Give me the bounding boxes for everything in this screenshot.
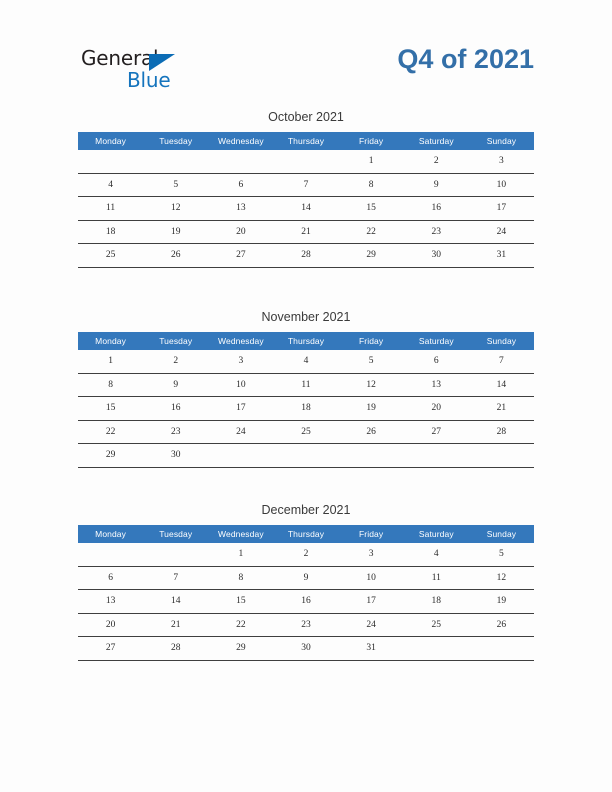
- day-cell-empty: [143, 543, 208, 566]
- day-cell[interactable]: 18: [404, 590, 469, 614]
- day-cell[interactable]: 30: [273, 637, 338, 661]
- day-cell[interactable]: 27: [404, 420, 469, 444]
- day-cell[interactable]: 26: [339, 420, 404, 444]
- weekday-header-friday: Friday: [339, 132, 404, 150]
- day-cell[interactable]: 31: [339, 637, 404, 661]
- calendar-body: [78, 350, 534, 467]
- weekday-header-sunday: Sunday: [469, 332, 534, 350]
- day-cell[interactable]: 22: [78, 420, 143, 444]
- weekday-header-tuesday: Tuesday: [143, 525, 208, 543]
- day-cell[interactable]: 14: [469, 373, 534, 397]
- calendar-week-row: [78, 566, 534, 590]
- day-cell[interactable]: 18: [78, 220, 143, 244]
- day-cell[interactable]: 6: [208, 173, 273, 197]
- general-blue-logo: [81, 46, 281, 96]
- day-cell[interactable]: 14: [143, 590, 208, 614]
- day-cell[interactable]: 12: [339, 373, 404, 397]
- month-block-november: [78, 310, 534, 468]
- weekday-header-monday: Monday: [78, 132, 143, 150]
- month-block-december: [78, 503, 534, 661]
- day-cell[interactable]: 26: [143, 244, 208, 268]
- day-cell[interactable]: 23: [143, 420, 208, 444]
- logo-text-general: General: [81, 46, 159, 70]
- weekday-header-wednesday: Wednesday: [208, 332, 273, 350]
- day-cell[interactable]: 1: [78, 350, 143, 373]
- day-cell[interactable]: 13: [208, 197, 273, 221]
- weekday-header-row: [78, 525, 534, 543]
- weekday-header-thursday: Thursday: [273, 132, 338, 150]
- day-cell[interactable]: 3: [469, 150, 534, 173]
- day-cell[interactable]: 10: [469, 173, 534, 197]
- day-cell[interactable]: 8: [339, 173, 404, 197]
- day-cell-empty: [273, 150, 338, 173]
- calendar-week-row: [78, 444, 534, 468]
- month-title: November 2021: [261, 310, 351, 324]
- day-cell[interactable]: 25: [273, 420, 338, 444]
- day-cell[interactable]: 17: [208, 397, 273, 421]
- day-cell[interactable]: 10: [208, 373, 273, 397]
- calendar-header-row: [78, 332, 534, 350]
- day-cell[interactable]: 21: [143, 613, 208, 637]
- calendar-week-row: [78, 220, 534, 244]
- calendar-week-row: [78, 613, 534, 637]
- weekday-header-tuesday: Tuesday: [143, 132, 208, 150]
- day-cell-empty: [143, 150, 208, 173]
- weekday-header-saturday: Saturday: [404, 132, 469, 150]
- day-cell-empty: [78, 543, 143, 566]
- day-cell[interactable]: 5: [339, 350, 404, 373]
- day-cell[interactable]: 15: [78, 397, 143, 421]
- day-cell[interactable]: 24: [208, 420, 273, 444]
- day-cell[interactable]: 25: [78, 244, 143, 268]
- day-cell[interactable]: 5: [143, 173, 208, 197]
- day-cell[interactable]: 9: [404, 173, 469, 197]
- weekday-header-row: [78, 132, 534, 150]
- calendar-week-row: [78, 150, 534, 173]
- weekday-header-friday: Friday: [339, 525, 404, 543]
- day-cell[interactable]: 12: [143, 197, 208, 221]
- day-cell[interactable]: 28: [143, 637, 208, 661]
- calendar-week-row: [78, 637, 534, 661]
- day-cell[interactable]: 14: [273, 197, 338, 221]
- day-cell[interactable]: 19: [143, 220, 208, 244]
- weekday-header-tuesday: Tuesday: [143, 332, 208, 350]
- day-cell[interactable]: 20: [78, 613, 143, 637]
- day-cell-empty: [469, 444, 534, 468]
- month-block-october: [78, 110, 534, 268]
- day-cell[interactable]: 1: [208, 543, 273, 566]
- day-cell[interactable]: 7: [273, 173, 338, 197]
- day-cell-empty: [404, 444, 469, 468]
- day-cell[interactable]: 16: [273, 590, 338, 614]
- day-cell[interactable]: 7: [469, 350, 534, 373]
- day-cell[interactable]: 23: [273, 613, 338, 637]
- calendar-week-row: [78, 197, 534, 221]
- day-cell-empty: [404, 637, 469, 661]
- page-header: [78, 44, 534, 96]
- day-cell[interactable]: 19: [339, 397, 404, 421]
- day-cell[interactable]: 12: [469, 566, 534, 590]
- month-title: October 2021: [268, 110, 344, 124]
- day-cell[interactable]: 4: [273, 350, 338, 373]
- day-cell[interactable]: 28: [273, 244, 338, 268]
- weekday-header-wednesday: Wednesday: [208, 525, 273, 543]
- day-cell[interactable]: 6: [78, 566, 143, 590]
- weekday-header-monday: Monday: [78, 332, 143, 350]
- day-cell[interactable]: 27: [208, 244, 273, 268]
- calendar-week-row: [78, 543, 534, 566]
- weekday-header-wednesday: Wednesday: [208, 132, 273, 150]
- month-title: December 2021: [261, 503, 351, 517]
- day-cell[interactable]: 4: [404, 543, 469, 566]
- day-cell[interactable]: 9: [273, 566, 338, 590]
- day-cell[interactable]: 16: [404, 197, 469, 221]
- day-cell[interactable]: 2: [143, 350, 208, 373]
- calendar-table: [78, 332, 534, 468]
- day-cell[interactable]: 13: [78, 590, 143, 614]
- day-cell[interactable]: 22: [339, 220, 404, 244]
- day-cell[interactable]: 2: [273, 543, 338, 566]
- day-cell[interactable]: 3: [339, 543, 404, 566]
- day-cell-empty: [469, 637, 534, 661]
- weekday-header-thursday: Thursday: [273, 332, 338, 350]
- day-cell-empty: [78, 150, 143, 173]
- day-cell[interactable]: 5: [469, 543, 534, 566]
- day-cell[interactable]: 15: [339, 197, 404, 221]
- calendar-week-row: [78, 173, 534, 197]
- day-cell[interactable]: 20: [404, 397, 469, 421]
- day-cell[interactable]: 11: [273, 373, 338, 397]
- day-cell[interactable]: 24: [469, 220, 534, 244]
- day-cell[interactable]: 31: [469, 244, 534, 268]
- day-cell[interactable]: 2: [404, 150, 469, 173]
- calendar-week-row: [78, 590, 534, 614]
- day-cell[interactable]: 19: [469, 590, 534, 614]
- weekday-header-friday: Friday: [339, 332, 404, 350]
- day-cell-empty: [339, 444, 404, 468]
- day-cell[interactable]: 13: [404, 373, 469, 397]
- day-cell[interactable]: 22: [208, 613, 273, 637]
- page-title: Q4 of 2021: [397, 44, 534, 74]
- day-cell[interactable]: 21: [469, 397, 534, 421]
- weekday-header-monday: Monday: [78, 525, 143, 543]
- weekday-header-saturday: Saturday: [404, 332, 469, 350]
- day-cell[interactable]: 8: [78, 373, 143, 397]
- day-cell[interactable]: 28: [469, 420, 534, 444]
- calendar-header-row: [78, 132, 534, 150]
- calendar-body: [78, 150, 534, 267]
- calendar-week-row: [78, 244, 534, 268]
- calendar-week-row: [78, 350, 534, 373]
- day-cell[interactable]: 7: [143, 566, 208, 590]
- day-cell-empty: [273, 444, 338, 468]
- logo-text-blue: Blue: [127, 68, 171, 92]
- day-cell[interactable]: 18: [273, 397, 338, 421]
- day-cell[interactable]: 15: [208, 590, 273, 614]
- day-cell[interactable]: 17: [469, 197, 534, 221]
- day-cell[interactable]: 1: [339, 150, 404, 173]
- calendar-week-row: [78, 373, 534, 397]
- day-cell[interactable]: 6: [404, 350, 469, 373]
- day-cell[interactable]: 20: [208, 220, 273, 244]
- day-cell[interactable]: 21: [273, 220, 338, 244]
- calendar-week-row: [78, 397, 534, 421]
- day-cell[interactable]: 9: [143, 373, 208, 397]
- calendar-table: [78, 132, 534, 268]
- day-cell[interactable]: 24: [339, 613, 404, 637]
- weekday-header-sunday: Sunday: [469, 525, 534, 543]
- day-cell[interactable]: 10: [339, 566, 404, 590]
- weekday-header-saturday: Saturday: [404, 525, 469, 543]
- day-cell[interactable]: 26: [469, 613, 534, 637]
- calendar-table: [78, 525, 534, 661]
- day-cell[interactable]: 23: [404, 220, 469, 244]
- day-cell[interactable]: 29: [78, 444, 143, 468]
- day-cell[interactable]: 30: [143, 444, 208, 468]
- calendar-body: [78, 543, 534, 660]
- weekday-header-thursday: Thursday: [273, 525, 338, 543]
- weekday-header-row: [78, 332, 534, 350]
- day-cell[interactable]: 25: [404, 613, 469, 637]
- day-cell-empty: [208, 444, 273, 468]
- weekday-header-sunday: Sunday: [469, 132, 534, 150]
- calendar-week-row: [78, 420, 534, 444]
- day-cell[interactable]: 4: [78, 173, 143, 197]
- day-cell[interactable]: 29: [339, 244, 404, 268]
- day-cell[interactable]: 8: [208, 566, 273, 590]
- day-cell[interactable]: 29: [208, 637, 273, 661]
- day-cell[interactable]: 11: [78, 197, 143, 221]
- day-cell[interactable]: 3: [208, 350, 273, 373]
- day-cell[interactable]: 27: [78, 637, 143, 661]
- day-cell[interactable]: 16: [143, 397, 208, 421]
- day-cell-empty: [208, 150, 273, 173]
- day-cell[interactable]: 30: [404, 244, 469, 268]
- calendar-header-row: [78, 525, 534, 543]
- day-cell[interactable]: 11: [404, 566, 469, 590]
- day-cell[interactable]: 17: [339, 590, 404, 614]
